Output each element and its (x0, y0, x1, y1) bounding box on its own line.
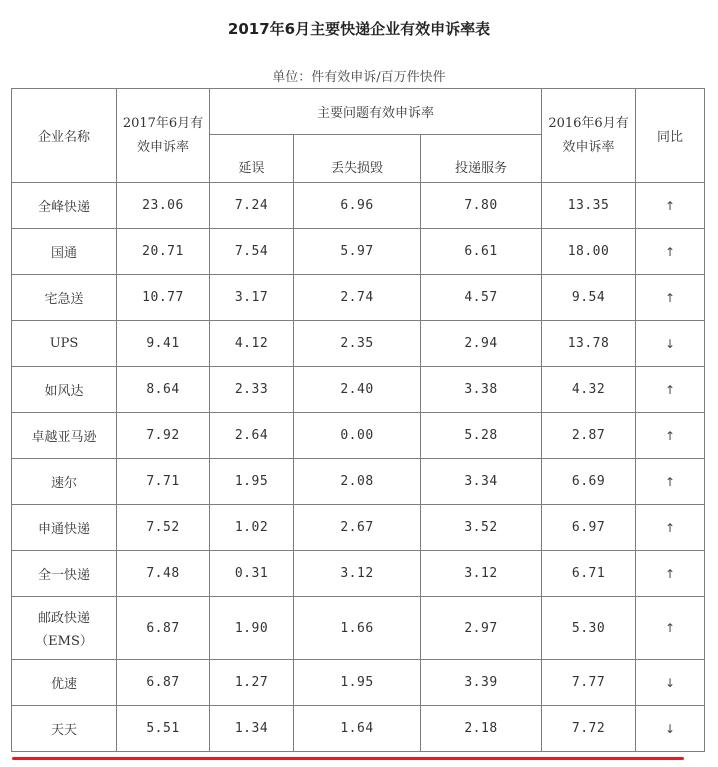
cell-rate-2016: 13.35 (542, 183, 636, 229)
complaint-rate-table (11, 88, 705, 752)
unit-caption: 单位：件有效申诉/百万件快件 (272, 70, 446, 85)
cell-loss: 3.12 (294, 551, 421, 597)
cell-delay: 1.34 (210, 706, 294, 752)
cell-company (12, 275, 117, 321)
arrow-up-icon: ↑ (636, 597, 705, 660)
cell-company (12, 706, 117, 752)
cell-delivery: 3.52 (421, 505, 542, 551)
cell-rate-2017: 7.71 (117, 459, 210, 505)
header-loss: 丢失损毁 (294, 135, 421, 183)
cell-loss: 1.64 (294, 706, 421, 752)
company-name: 速尔 (50, 476, 77, 491)
cell-loss: 2.67 (294, 505, 421, 551)
cell-delay: 7.54 (210, 229, 294, 275)
cell-company (12, 321, 117, 367)
company-name: 全峰快递 (37, 200, 90, 215)
cell-loss: 2.74 (294, 275, 421, 321)
cell-company (12, 367, 117, 413)
cell-loss: 2.40 (294, 367, 421, 413)
header-yoy: 同比 (636, 89, 705, 183)
header-main-issues: 主要问题有效申诉率 (210, 89, 542, 135)
cell-company (12, 660, 117, 706)
cell-loss: 1.95 (294, 660, 421, 706)
company-name: 优速 (50, 677, 77, 692)
cell-rate-2017: 9.41 (117, 321, 210, 367)
table-row (12, 706, 705, 752)
arrow-up-icon: ↑ (636, 551, 705, 597)
cell-delay: 1.02 (210, 505, 294, 551)
company-name: 卓越亚马逊 (31, 430, 97, 445)
company-name: UPS (49, 336, 79, 351)
arrow-up-icon: ↑ (636, 183, 705, 229)
cell-rate-2016: 6.69 (542, 459, 636, 505)
cell-loss: 6.96 (294, 183, 421, 229)
cell-rate-2016: 4.32 (542, 367, 636, 413)
company-name-sub: （EMS） (35, 634, 93, 649)
cell-company (12, 183, 117, 229)
header-rate-2017 (117, 89, 210, 183)
arrow-up-icon: ↑ (636, 459, 705, 505)
cell-delivery: 2.97 (421, 597, 542, 660)
table-row (12, 660, 705, 706)
company-name: 邮政快递 (37, 611, 90, 626)
cell-delivery: 2.18 (421, 706, 542, 752)
cell-rate-2017: 7.52 (117, 505, 210, 551)
cell-delay: 2.33 (210, 367, 294, 413)
cell-rate-2017: 5.51 (117, 706, 210, 752)
cell-delay: 3.17 (210, 275, 294, 321)
table-row (12, 413, 705, 459)
cell-company (12, 229, 117, 275)
cell-delay: 4.12 (210, 321, 294, 367)
cell-delivery: 4.57 (421, 275, 542, 321)
arrow-up-icon: ↑ (636, 275, 705, 321)
cell-loss: 1.66 (294, 597, 421, 660)
table-body (12, 183, 705, 752)
cell-delivery: 3.34 (421, 459, 542, 505)
company-name: 申通快递 (37, 522, 90, 537)
cell-loss: 5.97 (294, 229, 421, 275)
cell-rate-2016: 7.72 (542, 706, 636, 752)
table-row (12, 459, 705, 505)
cell-rate-2016: 6.71 (542, 551, 636, 597)
table-header (12, 89, 705, 183)
cell-delivery: 3.39 (421, 660, 542, 706)
arrow-down-icon: ↓ (636, 660, 705, 706)
cell-delay: 1.27 (210, 660, 294, 706)
cell-rate-2017: 8.64 (117, 367, 210, 413)
cell-company (12, 459, 117, 505)
cell-rate-2017: 20.71 (117, 229, 210, 275)
arrow-up-icon: ↑ (636, 505, 705, 551)
cell-rate-2016: 9.54 (542, 275, 636, 321)
table-row (12, 597, 705, 660)
header-rate-2016-label: 2016年6月有效申诉率 (548, 115, 629, 155)
cell-rate-2017: 7.48 (117, 551, 210, 597)
cell-rate-2017: 6.87 (117, 597, 210, 660)
header-company: 企业名称 (12, 89, 117, 183)
cell-rate-2017: 7.92 (117, 413, 210, 459)
red-underline-mark (12, 757, 684, 760)
arrow-down-icon: ↓ (636, 321, 705, 367)
header-rate-2016 (542, 89, 636, 183)
cell-delivery: 6.61 (421, 229, 542, 275)
page-title: 2017年6月主要快递企业有效申诉率表 (227, 20, 491, 38)
cell-delay: 7.24 (210, 183, 294, 229)
cell-rate-2016: 7.77 (542, 660, 636, 706)
cell-delivery: 3.12 (421, 551, 542, 597)
cell-delivery: 2.94 (421, 321, 542, 367)
header-delivery: 投递服务 (421, 135, 542, 183)
cell-delivery: 7.80 (421, 183, 542, 229)
cell-loss: 2.35 (294, 321, 421, 367)
cell-loss: 2.08 (294, 459, 421, 505)
cell-loss: 0.00 (294, 413, 421, 459)
cell-delay: 2.64 (210, 413, 294, 459)
cell-rate-2016: 6.97 (542, 505, 636, 551)
company-name: 如风达 (44, 384, 84, 399)
table-row (12, 183, 705, 229)
company-name: 天天 (50, 723, 77, 738)
company-name: 国通 (50, 246, 77, 261)
cell-delay: 1.95 (210, 459, 294, 505)
arrow-down-icon: ↓ (636, 706, 705, 752)
cell-rate-2017: 6.87 (117, 660, 210, 706)
table-row (12, 505, 705, 551)
header-delay: 延误 (210, 135, 294, 183)
cell-company (12, 597, 117, 660)
header-rate-2017-label: 2017年6月有效申诉率 (122, 115, 204, 155)
arrow-up-icon: ↑ (636, 229, 705, 275)
cell-rate-2017: 23.06 (117, 183, 210, 229)
table-row (12, 367, 705, 413)
table-row (12, 551, 705, 597)
company-name: 全一快递 (37, 568, 90, 583)
cell-delivery: 3.38 (421, 367, 542, 413)
cell-delivery: 5.28 (421, 413, 542, 459)
table-row (12, 321, 705, 367)
table-row (12, 229, 705, 275)
cell-rate-2016: 13.78 (542, 321, 636, 367)
cell-delay: 1.90 (210, 597, 294, 660)
arrow-up-icon: ↑ (636, 367, 705, 413)
cell-company (12, 505, 117, 551)
cell-company (12, 413, 117, 459)
cell-rate-2016: 2.87 (542, 413, 636, 459)
cell-rate-2017: 10.77 (117, 275, 210, 321)
arrow-up-icon: ↑ (636, 413, 705, 459)
company-name: 宅急送 (44, 292, 84, 307)
cell-company (12, 551, 117, 597)
cell-rate-2016: 18.00 (542, 229, 636, 275)
cell-rate-2016: 5.30 (542, 597, 636, 660)
cell-delay: 0.31 (210, 551, 294, 597)
table-row (12, 275, 705, 321)
